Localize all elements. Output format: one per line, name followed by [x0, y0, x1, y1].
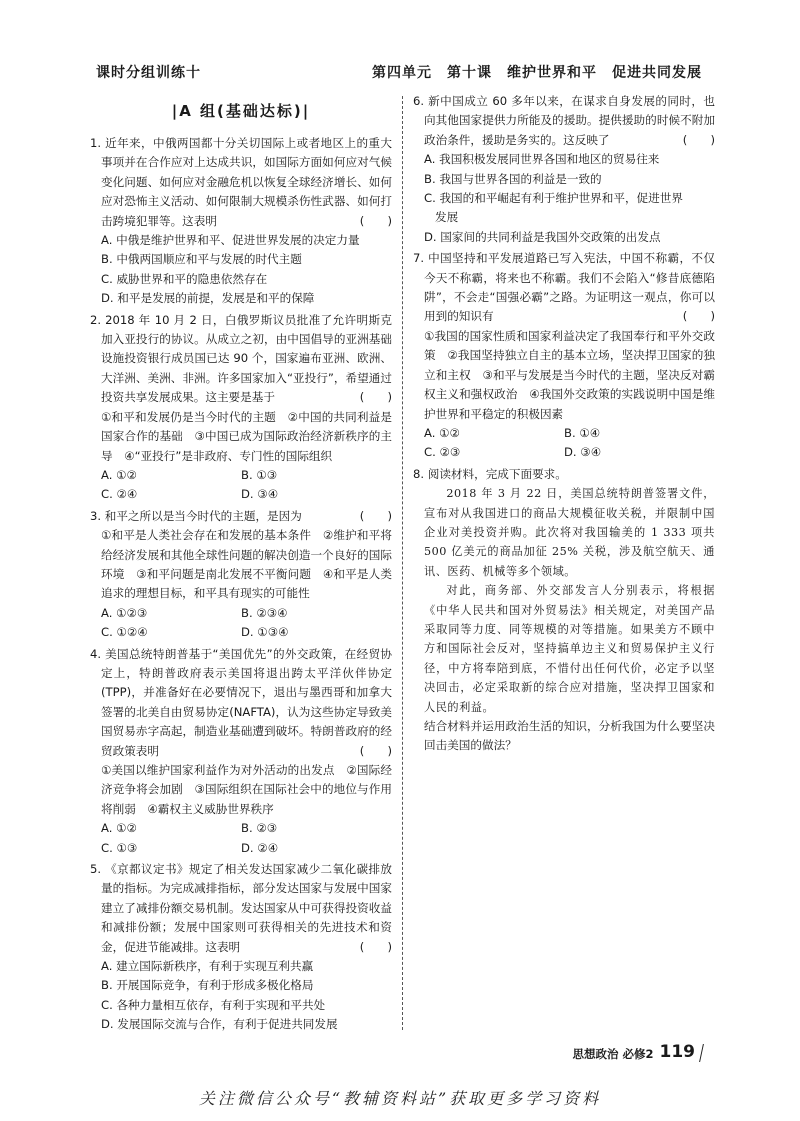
question-3	[90, 507, 392, 643]
answer-bracket: ( )	[359, 390, 392, 405]
option-d: D. 和平是发展的前提，发展是和平的保障	[101, 291, 315, 306]
option-c: C. ①③	[101, 840, 138, 855]
material-paragraph-1: 2018 年 3 月 22 日，美国总统特朗普签署文件，宣布对从我国进口的商品大规模征收关税，并限制中国企业对美投资并购。此次将对我国输美的 1 333 项共 500 亿美元的商品加征 25% 关税，涉及航空航天、通讯、医药、机械等多个领域。	[424, 487, 715, 578]
column-divider	[402, 96, 403, 1030]
option-d: D. ②④	[241, 840, 279, 855]
option-grid	[90, 466, 392, 505]
question-5	[90, 860, 392, 1035]
option-b: B. 我国与世界各国的利益是一致的	[424, 171, 602, 186]
question-prompt: 结合材料并运用政治生活的知识，分析我国为什么要坚决回击美国的做法？	[424, 719, 715, 753]
statement-list: ①我国的国家性质和国家利益决定了我国奉行和平外交政策 ②我国坚持独立自主的基本立场，坚决捍卫国家的独立和主权 ③和平与发展是当今时代的主题，坚决反对霸权主义和强权政治 ④我国外交政策的实践说明中国是维护世界和平稳定的积极因素	[424, 328, 715, 421]
answer-bracket: ( )	[682, 132, 715, 147]
option-d: D. ①③④	[241, 625, 289, 640]
material-paragraph-2: 对此，商务部、外交部发言人分别表示，将根据《中华人民共和国对外贸易法》相关规定，对美国产品采取同等力度、同等规模的对等措施。如果美方不顾中方和国际社会反对，坚持搞单边主义和贸易保护主义行径，中方将奉陪到底，不惜付出任何代价，必定予以坚决回击，必定采取新的综合应对措施，坚决捍卫国家和人民的利益。	[424, 584, 715, 714]
question-8	[413, 465, 715, 756]
page-header	[0, 62, 800, 86]
option-a: A. ①②③	[101, 605, 148, 620]
unit-lesson-title: 第四单元 第十课 维护世界和平 促进共同发展	[372, 65, 702, 81]
option-c: C. ②③	[424, 445, 461, 460]
option-b: B. 中俄两国顺应和平与发展的时代主题	[101, 252, 302, 267]
option-c: C. 我国的和平崛起有利于维护世界和平，促进世界	[424, 191, 683, 206]
section-label: 课时分组训练十	[96, 65, 201, 81]
option-grid	[90, 819, 392, 858]
option-grid	[90, 604, 392, 643]
option-d: D. ③④	[241, 487, 279, 502]
option-b: B. ①③	[241, 467, 278, 482]
page-footer	[572, 1040, 702, 1062]
question-stem: 7. 中国坚持和平发展道路已写入宪法，中国不称霸，不仅今天不称霸，将来也不称霸。我们不会陷入“修昔底德陷阱”，不会走“国强必霸”之路。为证明这一观点，你可以用到的知识有	[413, 251, 715, 324]
page-number: 119	[659, 1042, 695, 1062]
question-stem: 3. 和平之所以是当今时代的主题，是因为	[90, 508, 302, 523]
statement-list: ①和平是人类社会存在和发展的基本条件 ②维护和平将给经济发展和其他全球性问题的解决创造一个良好的国际环境 ③和平问题是南北发展不平衡问题 ④和平是人类追求的理想目标，和平具有现实的可能性	[101, 528, 392, 601]
statement-list: ①美国以维护国家利益作为对外活动的出发点 ②国际经济竞争将会加剧 ③国际组织在国际社会中的地位与作用将削弱 ④霸权主义威胁世界秩序	[101, 763, 392, 816]
answer-bracket: ( )	[359, 743, 392, 758]
answer-bracket: ( )	[682, 309, 715, 324]
question-7	[413, 249, 715, 462]
option-grid	[413, 424, 715, 463]
question-stem: 5. 《京都议定书》规定了相关发达国家减少二氧化碳排放量的指标。为完成减排指标，部分发达国家与发展中国家建立了减排份额交易机制。发达国家从中可获得投资收益和减排份额；发展中国家则可获得相关的先进技术和资金，促进节能减排。这表明	[90, 862, 392, 954]
option-d: D. ③④	[564, 445, 602, 460]
subject-label: 思想政治 必修2	[572, 1047, 654, 1061]
right-column	[413, 92, 715, 758]
question-6	[413, 92, 715, 247]
question-stem: 1. 近年来，中俄两国都十分关切国际上或者地区上的重大事项并在合作应对上达成共识，如国际方面如何应对气候变化问题、如何应对金融危机以恢复全球经济增长、如何应对恐怖主义活动、如何限制大规模杀伤性武器、如何打击跨境犯罪等。这表明	[90, 136, 392, 228]
statement-list: ①和平和发展仍是当今时代的主题 ②中国的共同利益是国家合作的基础 ③中国已成为国际政治经济新秩序的主导 ④“亚投行”是非政府、专门性的国际组织	[101, 409, 392, 463]
question-stem: 8. 阅读材料，完成下面要求。	[413, 466, 567, 481]
option-d: D. 发展国际交流与合作，有利于促进共同发展	[101, 1017, 338, 1032]
question-stem: 6. 新中国成立 60 多年以来，在谋求自身发展的同时，也向其他国家提供力所能及的援助。提供援助的时候不附加政治条件，援助是务实的。这反映了	[413, 94, 715, 147]
option-a: A. 我国积极发展同世界各国和地区的贸易往来	[424, 152, 660, 167]
slash-decoration	[699, 1044, 704, 1062]
option-c-continued: 发展	[435, 210, 459, 225]
left-column	[90, 92, 392, 1037]
question-2	[90, 311, 392, 505]
question-4	[90, 645, 392, 858]
option-c: C. ②④	[101, 487, 138, 502]
option-c: C. 各种力量相互依存，有利于实现和平共处	[101, 997, 326, 1012]
option-a: A. ①②	[101, 821, 137, 836]
watermark-text: 关注微信公众号“教辅资料站”获取更多学习资料	[198, 1089, 602, 1108]
option-b: B. ①④	[564, 425, 601, 440]
option-b: B. ②③④	[241, 605, 288, 620]
question-stem: 4. 美国总统特朗普基于“美国优先”的外交政策，在经贸协定上，特朗普政府表示美国将退出跨太平洋伙伴协定(TPP)，并准备好在必要情况下，退出与墨西哥和加拿大签署的北美自由贸易协定(NAFTA)，认为这些协定导致美国贸易赤字高起，制造业基础遭到破坏。特朗普政府的经贸政策表明	[90, 646, 392, 758]
option-d: D. 国家间的共同利益是我国外交政策的出发点	[424, 229, 661, 244]
option-c: C. 威胁世界和平的隐患依然存在	[101, 271, 268, 286]
option-c: C. ①②④	[101, 625, 148, 640]
option-b: B. ②③	[241, 821, 278, 836]
answer-bracket: ( )	[359, 939, 392, 954]
option-a: A. ①②	[101, 467, 137, 482]
group-title: |A 组(基础达标)|	[171, 102, 311, 120]
reading-material	[413, 484, 715, 717]
option-a: A. 建立国际新秩序，有利于实现互利共赢	[101, 959, 314, 974]
question-1	[90, 134, 392, 309]
answer-bracket: ( )	[359, 508, 392, 523]
option-a: A. 中俄是维护世界和平、促进世界发展的决定力量	[101, 233, 360, 248]
question-stem: 2. 2018 年 10 月 2 日，白俄罗斯议员批准了允许明斯克加入亚投行的协议。从成立之初，由中国倡导的亚洲基础设施投资银行成员国已达 90 个，国家遍布亚洲、欧洲、大洋洲、美洲、非洲。许多国家加入“亚投行”，希望通过投资共享发展成果。这主要是基于	[90, 312, 392, 405]
option-b: B. 开展国际竞争，有利于形成多极化格局	[101, 978, 314, 993]
answer-bracket: ( )	[359, 213, 392, 228]
option-a: A. ①②	[424, 425, 460, 440]
